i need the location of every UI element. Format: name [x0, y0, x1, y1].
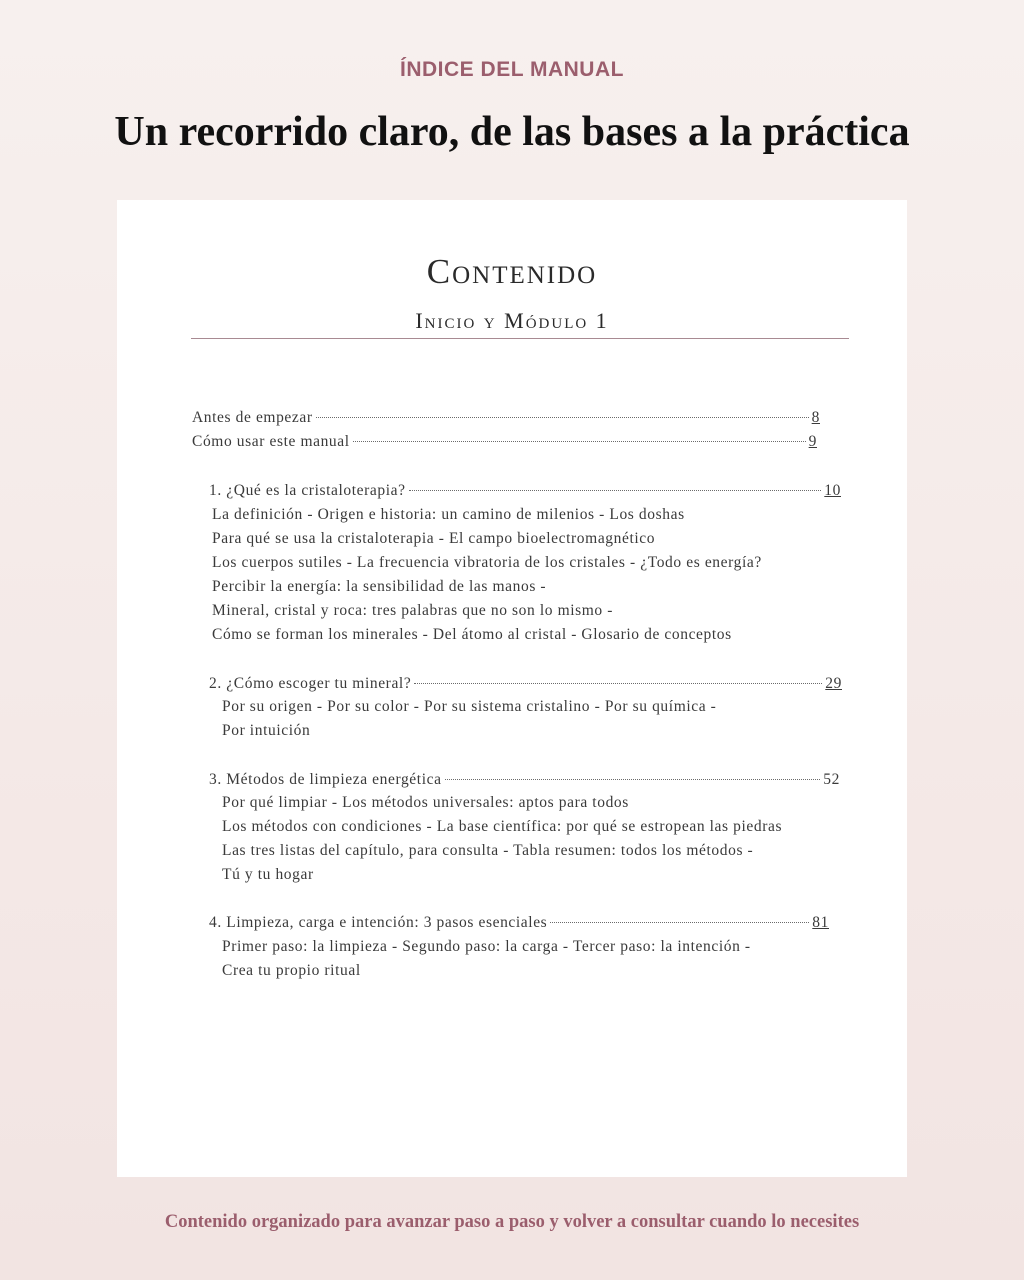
table-of-contents: [117, 200, 907, 1177]
document-title: Contenido: [426, 252, 598, 291]
toc-page-number: 9: [808, 433, 817, 450]
footer-caption: Contenido organizado para avanzar paso a paso y volver a consultar cuando lo necesites: [164, 1212, 860, 1232]
toc-entry-front-1[interactable]: [192, 432, 817, 452]
dot-leader: [414, 683, 822, 684]
toc-chapter-label: 1. ¿Qué es la cristaloterapia?: [209, 482, 406, 499]
dot-leader: [550, 922, 809, 923]
toc-entry-label: Cómo usar este manual: [192, 433, 350, 450]
toc-topic-line: Las tres listas del capítulo, para consulta - Tabla resumen: todos los métodos -: [222, 842, 754, 859]
toc-topic-line: La definición - Origen e historia: un camino de milenios - Los doshas: [212, 506, 685, 523]
section-kicker: ÍNDICE DEL MANUAL: [400, 58, 624, 81]
toc-chapter-label: 3. Métodos de limpieza energética: [209, 771, 442, 788]
toc-topic-line: Tú y tu hogar: [222, 866, 314, 883]
toc-chapter-4[interactable]: [209, 913, 829, 933]
toc-topic-line: Los métodos con condiciones - La base científica: por qué se estropean las piedras: [222, 818, 783, 835]
toc-chapter-2[interactable]: [209, 674, 842, 694]
toc-topic-line: Por intuición: [222, 722, 311, 739]
document-page: [117, 200, 907, 1177]
dot-leader: [316, 417, 809, 418]
dot-leader: [409, 490, 822, 491]
toc-topic-line: Percibir la energía: la sensibilidad de las manos -: [212, 578, 547, 595]
toc-topic-line: Cómo se forman los minerales - Del átomo al cristal - Glosario de conceptos: [212, 626, 732, 643]
toc-page-number: 10: [824, 482, 841, 499]
toc-chapter-label: 2. ¿Cómo escoger tu mineral?: [209, 675, 412, 692]
toc-chapter-1[interactable]: [209, 481, 841, 501]
toc-topic-line: Los cuerpos sutiles - La frecuencia vibratoria de los cristales - ¿Todo es energía?: [212, 554, 762, 571]
toc-topic-line: Por qué limpiar - Los métodos universales: aptos para todos: [222, 794, 629, 811]
toc-entry-front-0[interactable]: [192, 408, 820, 428]
document-subtitle: Inicio y Módulo 1: [415, 308, 609, 333]
toc-entry-label: Antes de empezar: [192, 409, 313, 426]
page-headline: Un recorrido claro, de las bases a la práctica: [114, 109, 910, 155]
toc-page-number: 8: [811, 409, 820, 426]
toc-topic-line: Primer paso: la limpieza - Segundo paso: la carga - Tercer paso: la intención -: [222, 938, 751, 955]
toc-page-number: 29: [825, 675, 842, 692]
toc-chapter-3[interactable]: [209, 770, 840, 790]
toc-topic-line: Crea tu propio ritual: [222, 962, 361, 979]
toc-topic-line: Mineral, cristal y roca: tres palabras que no son lo mismo -: [212, 602, 614, 619]
toc-chapter-label: 4. Limpieza, carga e intención: 3 pasos esenciales: [209, 914, 548, 931]
toc-page-number: 81: [812, 914, 829, 931]
dot-leader: [445, 779, 821, 780]
dot-leader: [353, 441, 806, 442]
toc-topic-line: Para qué se usa la cristaloterapia - El campo bioelectromagnético: [212, 530, 656, 547]
toc-page-number: 52: [823, 771, 840, 788]
toc-topic-line: Por su origen - Por su color - Por su sistema cristalino - Por su química -: [222, 698, 717, 715]
